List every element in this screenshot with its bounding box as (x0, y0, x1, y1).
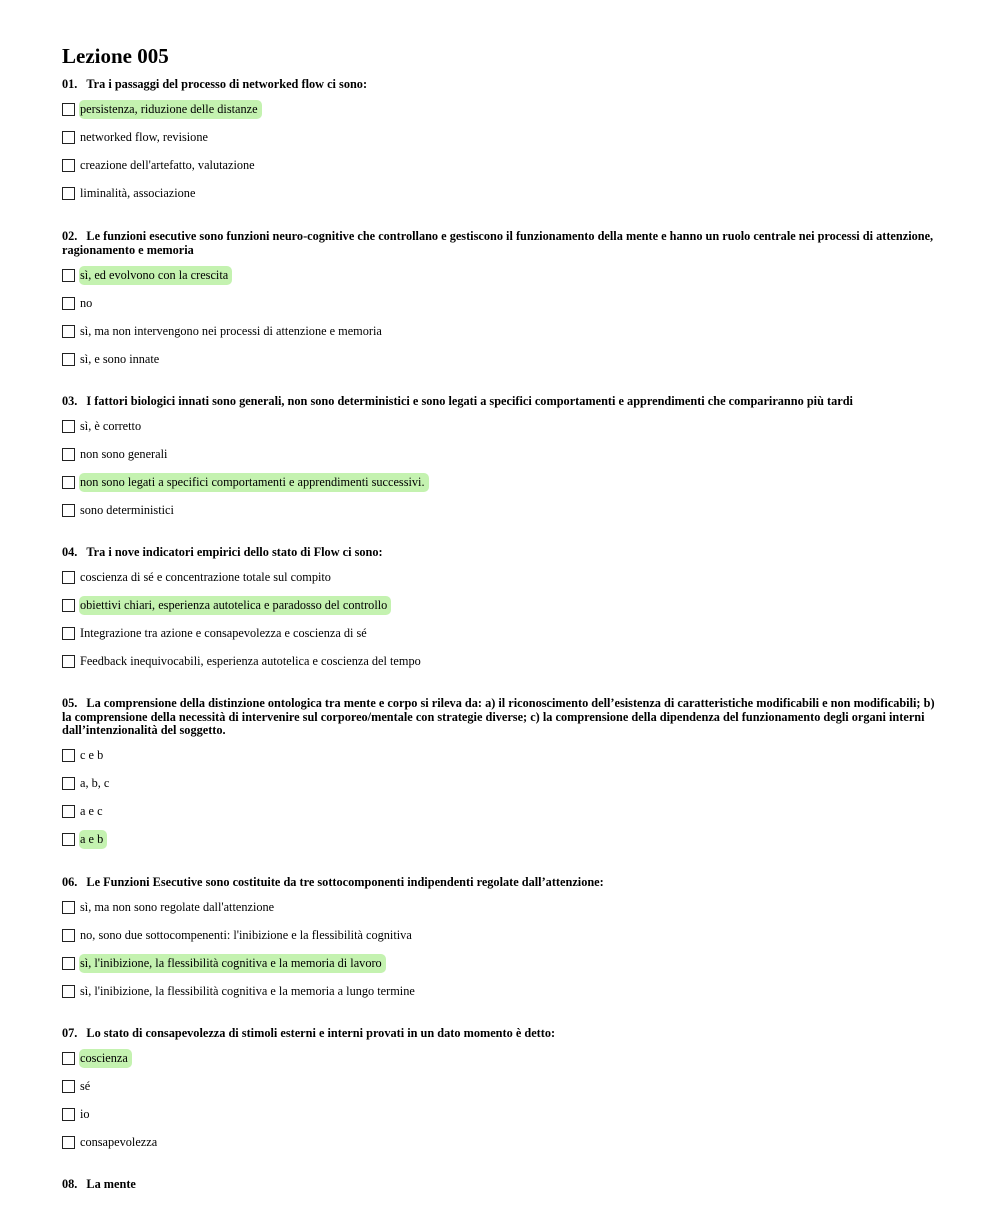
answer-text: no (80, 295, 93, 310)
question-text (62, 546, 937, 560)
question-8 (62, 1178, 937, 1200)
answer-option[interactable] (62, 596, 937, 616)
answer-option[interactable] (62, 746, 937, 766)
answer-checkbox[interactable] (62, 627, 75, 640)
question-number: 07. (62, 1026, 78, 1040)
answer-options (62, 265, 937, 369)
answer-text-highlighted: coscienza (79, 1049, 132, 1068)
answer-text: creazione dell'artefatto, valutazione (80, 158, 255, 172)
answer-options (62, 746, 937, 850)
question-1 (62, 78, 937, 212)
question-label: Tra i nove indicatori empirici dello stato di Flow ci sono: (86, 545, 383, 559)
answer-text: networked flow, revisione (80, 130, 208, 144)
answer-text: coscienza di sé e concentrazione totale sul compito (80, 570, 331, 584)
answer-option[interactable] (62, 293, 937, 313)
answer-options (62, 417, 937, 521)
question-label: La comprensione della distinzione ontologica tra mente e corpo si rileva da: a) il riconoscimento dell’esistenza di caratteristiche modificabili e non modificabili; b) la comprensione della necessità di intervenire sul corporeo/mentale con strategie diverse; c) la comprensione della dipendenza del funzionamento degli organi interni dall’intenzionalità del soggetto. (62, 696, 935, 737)
question-number: 06. (62, 875, 78, 889)
question-3 (62, 395, 937, 529)
answer-checkbox[interactable] (62, 448, 75, 461)
question-number: 04. (62, 545, 78, 559)
answer-option[interactable] (62, 100, 937, 120)
answer-checkbox[interactable] (62, 504, 75, 517)
answer-option[interactable] (62, 445, 937, 465)
question-4 (62, 546, 937, 680)
answer-text: sì, è corretto (80, 419, 142, 433)
answer-checkbox[interactable] (62, 187, 75, 200)
question-number: 02. (62, 229, 78, 243)
answer-checkbox[interactable] (62, 131, 75, 144)
answer-option[interactable] (62, 128, 937, 148)
answer-checkbox[interactable] (62, 1052, 75, 1065)
answer-text: sì, ma non intervengono nei processi di attenzione e memoria (80, 323, 382, 338)
question-number: 01. (62, 77, 78, 91)
answer-text-highlighted: sì, l'inibizione, la flessibilità cognitiva e la memoria di lavoro (79, 954, 386, 973)
question-text (62, 697, 937, 738)
answer-checkbox[interactable] (62, 833, 75, 846)
question-label: La mente (86, 1177, 136, 1191)
answer-option[interactable] (62, 1105, 937, 1125)
answer-options (62, 1049, 937, 1153)
answer-text-highlighted: sì, ed evolvono con la crescita (79, 266, 232, 285)
answer-text: sì, l'inibizione, la flessibilità cognitiva e la memoria a lungo termine (80, 984, 415, 998)
question-text (62, 876, 937, 890)
answer-text: sì, ma non sono regolate dall'attenzione (80, 900, 275, 914)
answer-text-highlighted: persistenza, riduzione delle distanze (79, 100, 262, 119)
answer-option[interactable] (62, 265, 937, 285)
answer-options (62, 568, 937, 672)
question-text (62, 230, 937, 257)
answer-text: sono deterministici (80, 503, 174, 517)
answer-option[interactable] (62, 501, 937, 521)
lesson-title: Lezione 005 (62, 44, 169, 68)
question-label: Le funzioni esecutive sono funzioni neuro-cognitive che controllano e gestiscono il funzionamento della mente e hanno un ruolo centrale nei processi di attenzione, ragionamento e memoria (62, 229, 934, 257)
answer-option[interactable] (62, 349, 937, 369)
answer-text-highlighted: non sono legati a specifici comportamenti e apprendimenti successivi. (79, 473, 429, 492)
answer-checkbox[interactable] (62, 103, 75, 116)
answer-text: a e c (80, 804, 103, 818)
answer-checkbox[interactable] (62, 476, 75, 489)
answer-checkbox[interactable] (62, 1136, 75, 1149)
question-7 (62, 1027, 937, 1161)
question-label: Le Funzioni Esecutive sono costituite da tre sottocomponenti indipendenti regolate dall’attenzione: (86, 875, 604, 889)
question-text (62, 395, 937, 409)
answer-option[interactable] (62, 1077, 937, 1097)
answer-option[interactable] (62, 568, 937, 588)
answer-option[interactable] (62, 184, 937, 204)
question-number: 05. (62, 696, 78, 710)
answer-text: Feedback inequivocabili, esperienza autotelica e coscienza del tempo (80, 654, 421, 668)
answer-option[interactable] (62, 830, 937, 850)
answer-option[interactable] (62, 624, 937, 644)
answer-text: sì, e sono innate (80, 351, 160, 366)
answer-checkbox[interactable] (62, 159, 75, 172)
answer-checkbox[interactable] (62, 571, 75, 584)
answer-checkbox[interactable] (62, 599, 75, 612)
answer-option[interactable] (62, 898, 937, 918)
answer-checkbox[interactable] (62, 1080, 75, 1093)
answer-checkbox[interactable] (62, 655, 75, 668)
question-text (62, 78, 937, 92)
answer-option[interactable] (62, 926, 937, 946)
answer-checkbox[interactable] (62, 269, 75, 282)
answer-text: c e b (80, 748, 104, 762)
question-number: 08. (62, 1177, 78, 1191)
answer-checkbox[interactable] (62, 985, 75, 998)
answer-text: consapevolezza (80, 1135, 158, 1149)
answer-option[interactable] (62, 156, 937, 176)
question-number: 03. (62, 394, 78, 408)
answer-text-highlighted: obiettivi chiari, esperienza autotelica e paradosso del controllo (79, 596, 391, 615)
answer-option[interactable] (62, 1133, 937, 1153)
answer-option[interactable] (62, 417, 937, 437)
answer-checkbox[interactable] (62, 353, 75, 366)
question-label: Lo stato di consapevolezza di stimoli esterni e interni provati in un dato momento è detto: (86, 1026, 556, 1040)
question-text (62, 1027, 937, 1041)
answer-text: io (80, 1107, 90, 1121)
answer-text: a, b, c (80, 776, 110, 790)
answer-checkbox[interactable] (62, 749, 75, 762)
question-5 (62, 697, 937, 858)
answer-checkbox[interactable] (62, 957, 75, 970)
answer-checkbox[interactable] (62, 325, 75, 338)
question-6 (62, 876, 937, 1010)
answer-checkbox[interactable] (62, 297, 75, 310)
answer-text-highlighted: a e b (79, 830, 107, 849)
answer-options (62, 898, 937, 1002)
answer-checkbox[interactable] (62, 805, 75, 818)
answer-options (62, 100, 937, 204)
answer-option[interactable] (62, 1049, 937, 1069)
question-2 (62, 230, 937, 377)
answer-option[interactable] (62, 473, 937, 493)
question-label: Tra i passaggi del processo di networked flow ci sono: (86, 77, 368, 91)
answer-checkbox[interactable] (62, 901, 75, 914)
answer-option[interactable] (62, 982, 937, 1002)
answer-text: liminalità, associazione (80, 186, 196, 200)
answer-text: sé (80, 1079, 91, 1093)
answer-text: Integrazione tra azione e consapevolezza e coscienza di sé (80, 626, 367, 640)
answer-checkbox[interactable] (62, 420, 75, 433)
answer-option[interactable] (62, 802, 937, 822)
answer-option[interactable] (62, 774, 937, 794)
answer-checkbox[interactable] (62, 929, 75, 942)
answer-text: non sono generali (80, 447, 168, 461)
answer-checkbox[interactable] (62, 777, 75, 790)
answer-text: no, sono due sottocompenenti: l'inibizione e la flessibilità cognitiva (80, 928, 412, 942)
question-text (62, 1178, 937, 1192)
answer-checkbox[interactable] (62, 1108, 75, 1121)
answer-option[interactable] (62, 954, 937, 974)
answer-option[interactable] (62, 652, 937, 672)
question-label: I fattori biologici innati sono generali, non sono deterministici e sono legati a specifici comportamenti e apprendimenti che compariranno più tardi (86, 394, 853, 408)
answer-option[interactable] (62, 321, 937, 341)
